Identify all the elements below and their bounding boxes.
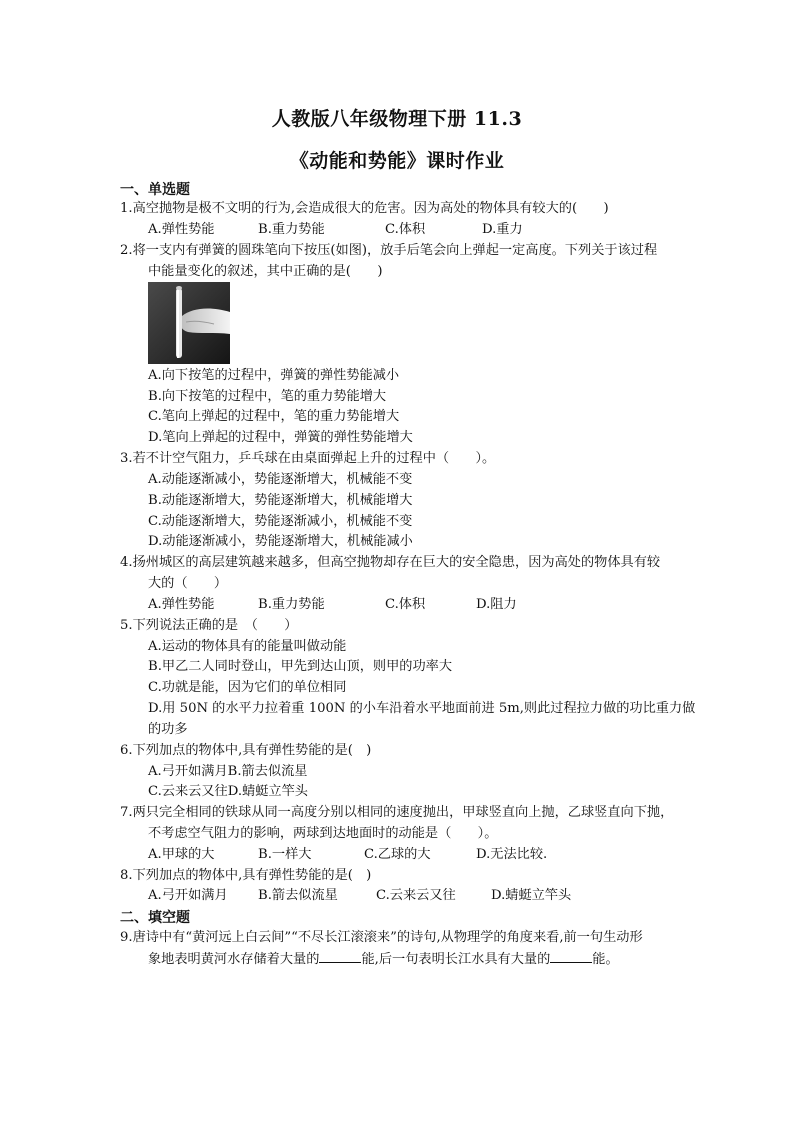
question-8-option-a: A.弓开如满月	[148, 888, 228, 903]
question-7-option-a: A.甲球的大	[148, 847, 215, 862]
question-1-option-b: B.重力势能	[258, 222, 325, 237]
question-5-option-d-line-2: 的功多	[148, 722, 188, 737]
question-9-text-b: 能,后一句表明长江水具有大量的	[361, 952, 551, 967]
question-9-text-c: 能。	[592, 952, 619, 967]
question-4-option-c: C.体积	[385, 597, 426, 612]
section-heading-fill-blank: 二、填空题	[120, 910, 190, 926]
question-1-stem: 1.高空抛物是极不文明的行为,会造成很大的危害。因为高处的物体具有较大的( )	[120, 201, 609, 216]
question-5-option-d-line-1: D.用 50N 的水平力拉着重 100N 的小车沿着水平地面前进 5m,则此过程拉力做的功比重力做	[148, 701, 696, 716]
question-5-option-b: B.甲乙二人同时登山，甲先到达山顶，则甲的功率大	[148, 659, 453, 674]
question-9-line-2	[148, 950, 728, 969]
question-8-option-b: B.箭去似流星	[258, 888, 338, 903]
question-8-option-d: D.蜻蜓立竿头	[491, 888, 572, 903]
question-2-option-c: C.笔向上弹起的过程中，笔的重力势能增大	[148, 409, 400, 424]
question-3-option-c: C.动能逐渐增大，势能逐渐减小，机械能不变	[148, 514, 413, 529]
question-1-option-a: A.弹性势能	[148, 222, 215, 237]
question-5-option-c: C.功就是能，因为它们的单位相同	[148, 680, 347, 695]
pen-press-photo	[148, 282, 230, 364]
question-3-option-b: B.动能逐渐增大，势能逐渐增大，机械能增大	[148, 493, 413, 508]
question-8-stem: 8.下列加点的物体中,具有弹性势能的是( )	[120, 868, 372, 883]
question-5-option-a: A.运动的物体具有的能量叫做动能	[148, 639, 347, 654]
question-3-option-d: D.动能逐渐减小，势能逐渐增大，机械能减小	[148, 534, 413, 549]
question-1-option-d: D.重力	[482, 222, 523, 237]
question-3-option-a: A.动能逐渐减小，势能逐渐增大，机械能不变	[148, 472, 413, 487]
question-2-option-b: B.向下按笔的过程中，笔的重力势能增大	[148, 389, 387, 404]
question-7-stem-line-2: 不考虑空气阻力的影响，两球到达地面时的动能是（ ）。	[148, 826, 498, 841]
question-5-stem: 5.下列说法正确的是 （ ）	[120, 618, 298, 633]
question-9-line-1: 9.唐诗中有“黄河远上白云间”“不尽长江滚滚来”的诗句,从物理学的角度来看,前一句生动形	[120, 930, 643, 945]
section-heading-single-choice: 一、单选题	[120, 182, 190, 198]
question-6-stem: 6.下列加点的物体中,具有弹性势能的是( )	[120, 743, 372, 758]
question-4-option-b: B.重力势能	[258, 597, 325, 612]
question-4-stem-line-2: 大的（ ）	[148, 576, 228, 591]
question-2-option-d: D.笔向上弹起的过程中，弹簧的弹性势能增大	[148, 430, 413, 445]
question-4-stem-line-1: 4.扬州城区的高层建筑越来越多，但高空抛物却存在巨大的安全隐患，因为高处的物体具有较	[120, 555, 661, 570]
question-3-stem: 3.若不计空气阻力，乒乓球在由桌面弹起上升的过程中（ ）。	[120, 451, 496, 466]
page-title: 人教版八年级物理下册 11.3	[271, 108, 523, 130]
question-9-text-a: 象地表明黄河水存储着大量的	[148, 952, 320, 967]
question-7-option-d: D.无法比较.	[476, 847, 548, 862]
question-7-option-b: B.一样大	[258, 847, 312, 862]
answer-blank-1[interactable]	[319, 950, 361, 963]
question-6-options-ab: A.弓开如满月B.箭去似流星	[148, 764, 308, 779]
question-2-option-a: A.向下按笔的过程中，弹簧的弹性势能减小	[148, 368, 400, 383]
question-6-options-cd: C.云来云又往D.蜻蜓立竿头	[148, 784, 308, 799]
question-4-option-a: A.弹性势能	[148, 597, 215, 612]
question-2-stem-line-2: 中能量变化的叙述，其中正确的是( )	[148, 264, 383, 279]
question-8-option-c: C.云来云又往	[376, 888, 456, 903]
page-subtitle: 《动能和势能》课时作业	[289, 150, 505, 172]
question-4-option-d: D.阻力	[476, 597, 517, 612]
answer-blank-2[interactable]	[550, 950, 592, 963]
question-1-option-c: C.体积	[385, 222, 426, 237]
question-7-option-c: C.乙球的大	[364, 847, 431, 862]
question-2-stem-line-1: 2.将一支内有弹簧的圆珠笔向下按压(如图)，放手后笔会向上弹起一定高度。下列关于该过程	[120, 243, 658, 258]
question-7-stem-line-1: 7.两只完全相同的铁球从同一高度分别以相同的速度抛出，甲球竖直向上抛，乙球竖直向下抛，	[120, 805, 674, 820]
